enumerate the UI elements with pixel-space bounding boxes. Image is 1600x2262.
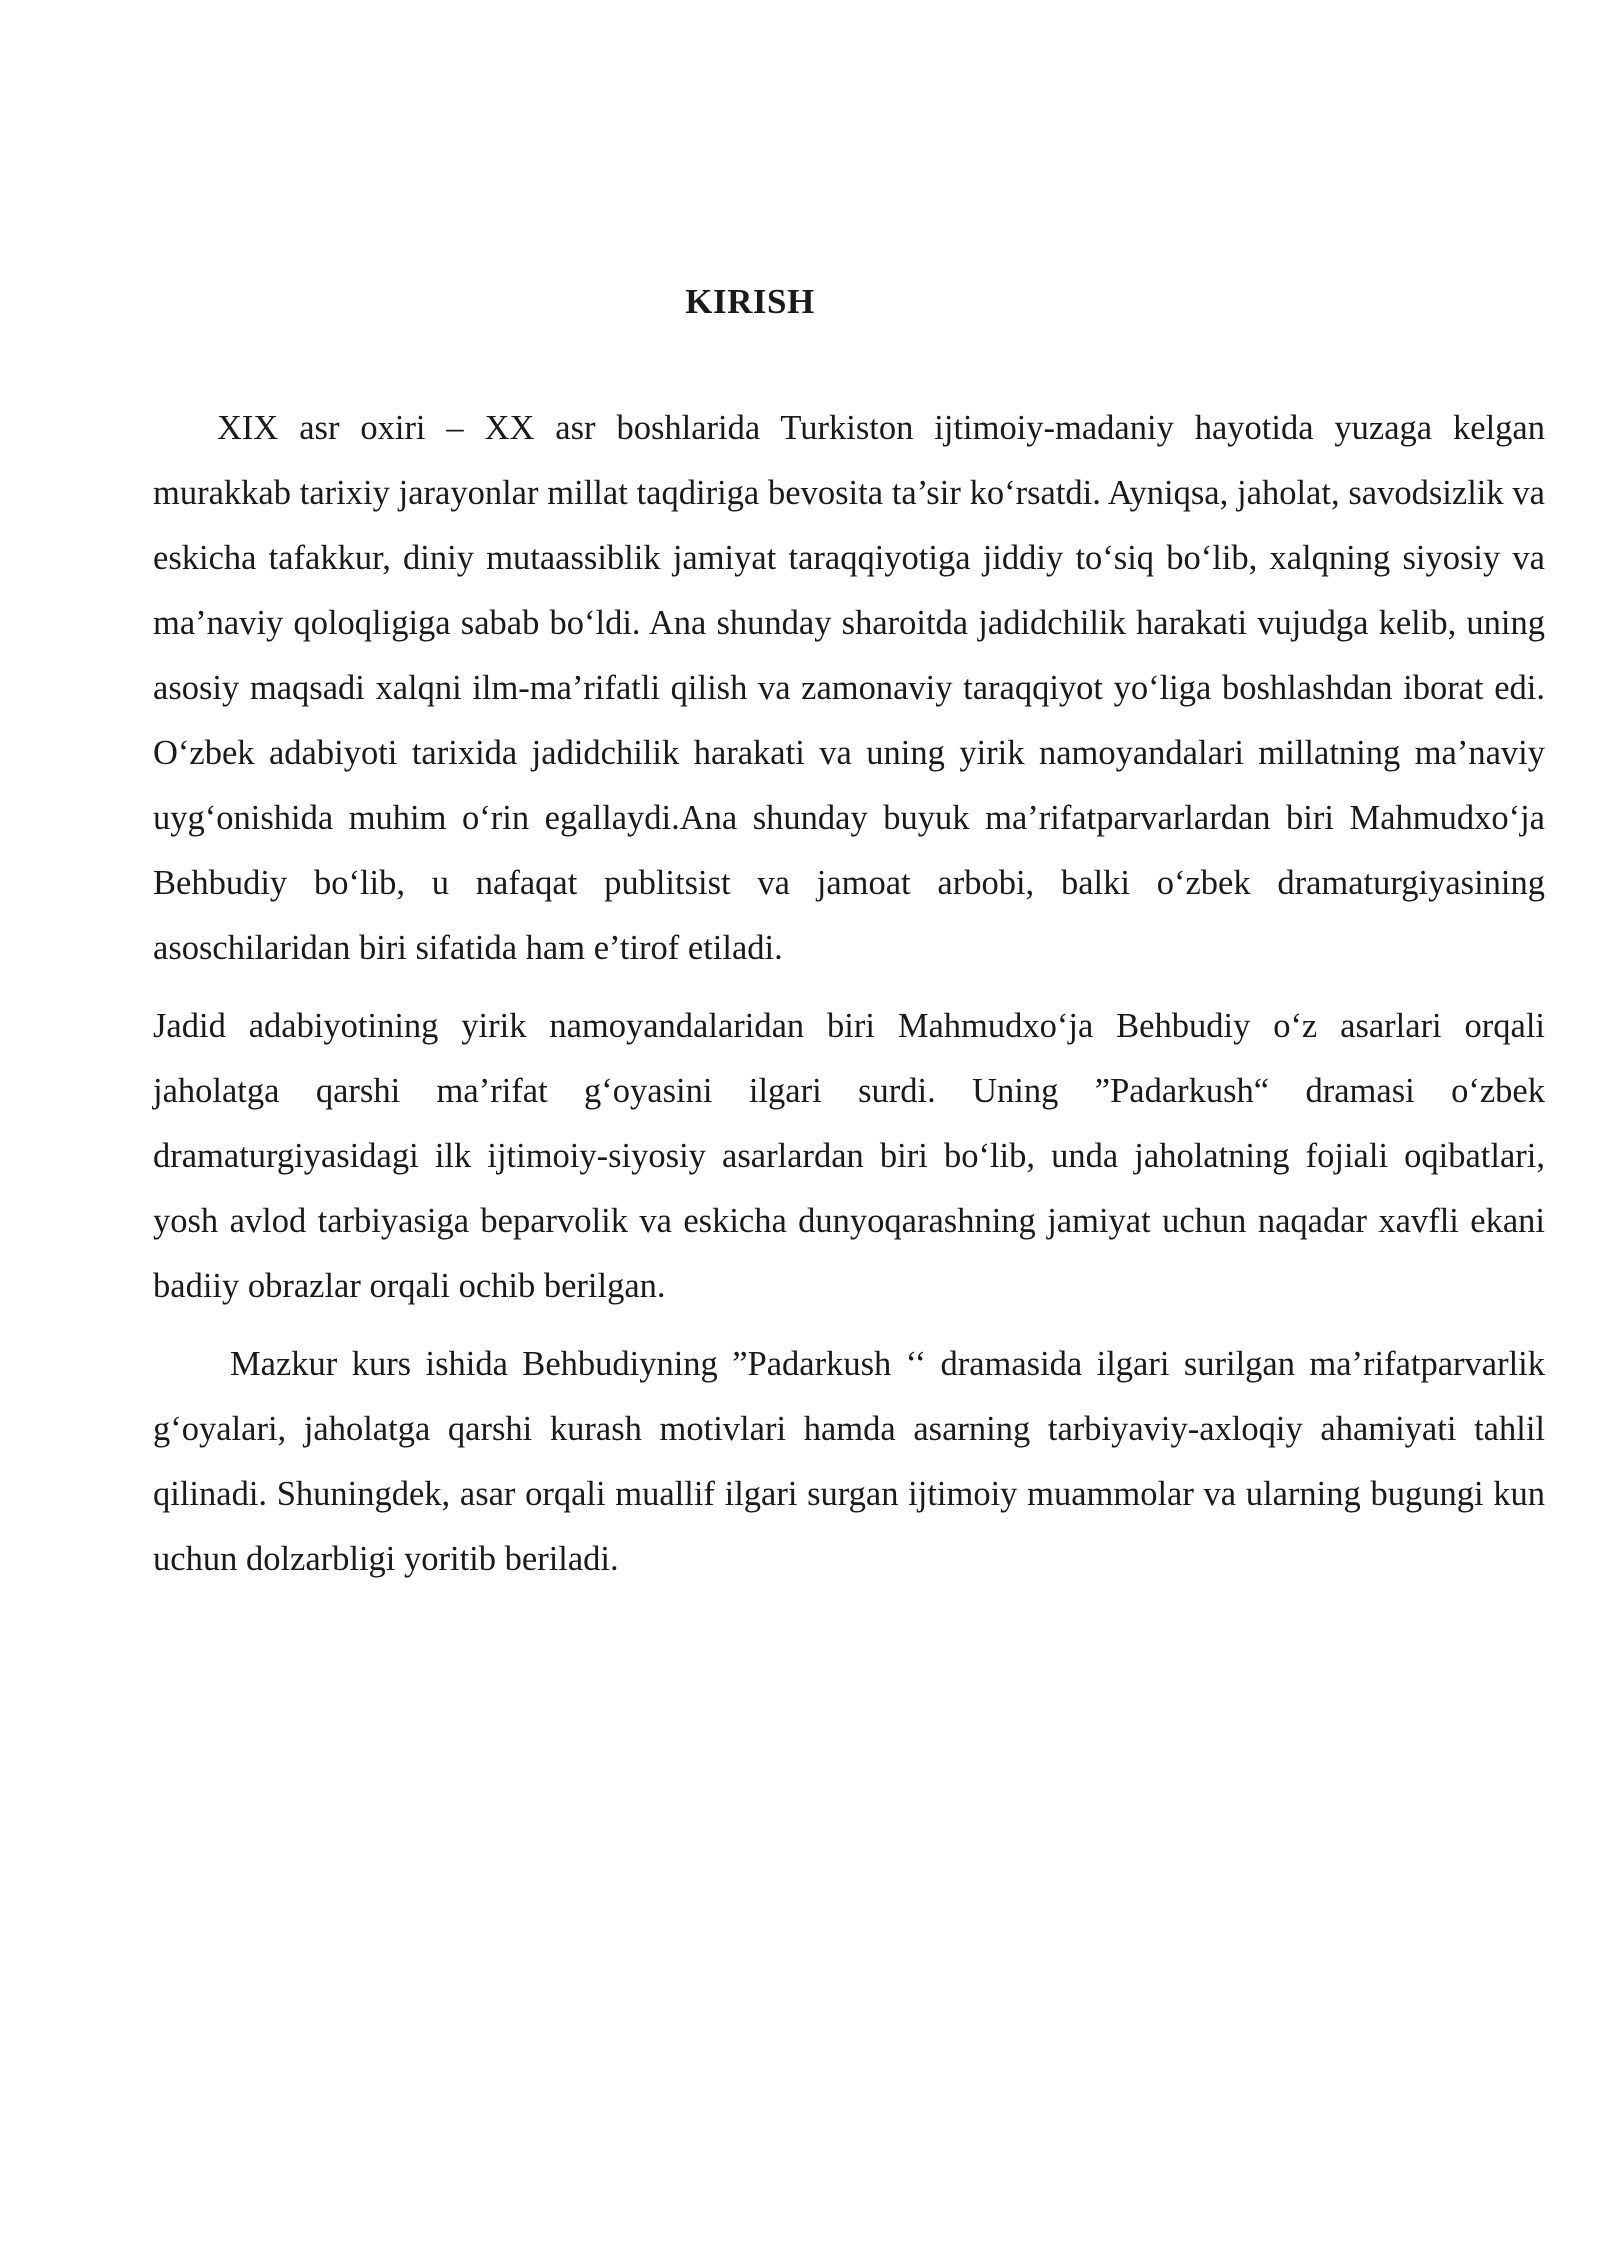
paragraph-intro: XIX asr oxiri – XX asr boshlarida Turkiston ijtimoiy-madaniy hayotida yuzaga kelgan murakkab tarixiy jarayonlar millat taqdiriga bevosita ta’sir ko‘rsatdi. Ayniqsa, jaholat, savodsizlik va eskicha tafakkur, diniy mutaassiblik jamiyat taraqqiyotiga jiddiy to‘siq bo‘lib, xalqning siyosiy va ma’naviy qoloqligiga sabab bo‘ldi. Ana shunday sharoitda jadidchilik harakati vujudga kelib, uning asosiy maqsadi xalqni ilm-ma’rifatli qilish va zamonaviy taraqqiyot yo‘liga boshlashdan iborat edi. O‘zbek adabiyoti tarixida jadidchilik harakati va uning yirik namoyandalari millatning ma’naviy uyg‘onishida muhim o‘rin egallaydi.Ana shunday buyuk ma’rifatparvarlardan biri Mahmudxo‘ja Behbudiy bo‘lib, u nafaqat publitsist va jamoat arbobi, balki o‘zbek dramaturgiyasining asoschilaridan biri sifatida ham e’tirof etiladi. [153, 409, 1545, 967]
page-title: KIRISH [685, 282, 815, 321]
paragraph-course-aim: Mazkur kurs ishida Behbudiyning ”Padarkush ‘‘ dramasida ilgari surilgan ma’rifatparvarlik g‘oyalari, jaholatga qarshi kurash motivlari hamda asarning tarbiyaviy-axloqiy ahamiyati tahlil qilinadi. Shuningdek, asar orqali muallif ilgari surgan ijtimoiy muammolar va ularning bugungi kun uchun dolzarbligi yoritib beriladi. [153, 1345, 1545, 1578]
document-body [153, 396, 1545, 1592]
paragraph-behbudiy: Jadid adabiyotining yirik namoyandalaridan biri Mahmudxo‘ja Behbudiy o‘z asarlari orqali jaholatga qarshi ma’rifat g‘oyasini ilgari surdi. Uning ”Padarkush“ dramasi o‘zbek dramaturgiyasidagi ilk ijtimoiy-siyosiy asarlardan biri bo‘lib, unda jaholatning fojiali oqibatlari, yosh avlod tarbiyasiga beparvolik va eskicha dunyoqarashning jamiyat uchun naqadar xavfli ekani badiiy obrazlar orqali ochib berilgan. [153, 1007, 1545, 1305]
